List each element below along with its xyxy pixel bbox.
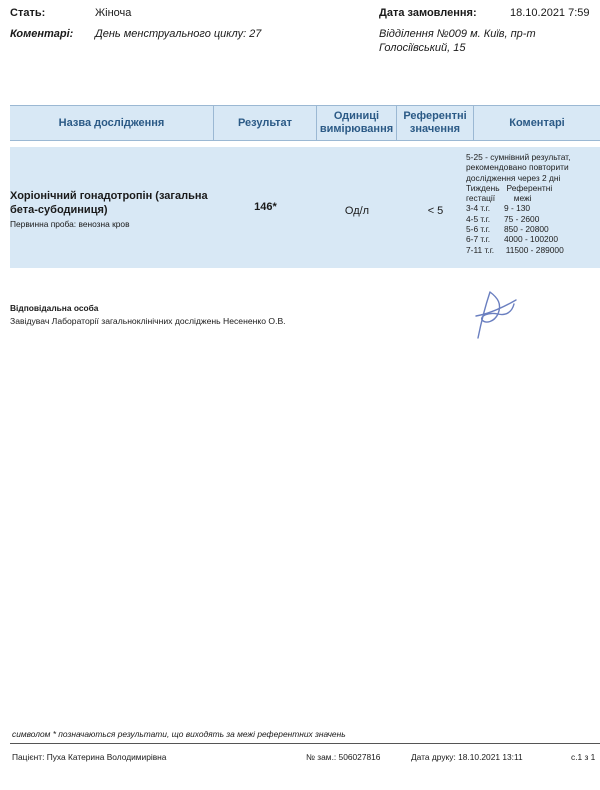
print-date: Дата друку: 18.10.2021 13:11 [411,752,523,762]
comment-line: гестації межі [466,193,532,204]
units-value: Од/л [344,205,370,217]
test-name: Хоріонічний гонадотропін (загальна бета-субодиниця) [10,190,208,216]
footnote: символом * позначаються результати, що виходять за межі референтних значень [12,729,346,739]
responsible-label: Відповідальна особа [10,303,99,313]
sex-label: Стать: [10,7,46,19]
comment-line: дослідження через 2 дні [466,172,561,183]
patient-name: Пацієнт: Пуха Катерина Володимирівна [12,752,167,762]
col-header-comments: Коментарі [509,116,565,129]
comment-value: День менструального циклу: 27 [95,28,262,40]
branch-line-2: Голосіївський, 15 [379,42,466,54]
comment-line: 6-7 т.г. 4000 - 100200 [466,234,559,245]
comment-line: 4-5 т.г. 75 - 2600 [466,213,540,224]
results-table-header [10,105,600,141]
comments-cell [466,152,600,255]
col-header-reference: Референтні значення [397,106,474,140]
order-number: № зам.: 506027816 [306,752,381,762]
col-header-name: Назва дослідження [10,106,214,140]
comment-line: Тиждень Референтні [466,182,553,193]
reference-value: < 5 [427,205,444,217]
responsible-person: Завідувач Лабораторії загальноклінічних досліджень Несененко О.В. [10,316,286,326]
order-date-value: 18.10.2021 7:59 [510,7,590,19]
branch-line-1: Відділення №009 м. Київ, пр-т [379,28,536,40]
signature [468,286,524,344]
comment-line: рекомендовано повторити [466,162,569,173]
comment-line: 5-25 - сумнівний результат, [466,152,571,162]
table-row [10,147,600,268]
col-header-result: Результат [214,106,317,140]
sex-value: Жіноча [95,7,132,19]
footer-divider [10,743,600,744]
sample-type: Первинна проба: венозна кров [10,219,130,229]
order-date-label: Дата замовлення: [379,7,477,19]
comment-line: 3-4 т.г. 9 - 130 [466,203,531,214]
col-header-units: Одиниці вимірювання [317,106,397,140]
page-number: с.1 з 1 [571,752,596,762]
comment-line: 7-11 т.г. 11500 - 289000 [466,244,564,255]
comment-label: Коментарі: [10,28,74,40]
result-value: 146* [254,201,277,213]
comment-line: 5-6 т.г. 850 - 20800 [466,224,549,235]
